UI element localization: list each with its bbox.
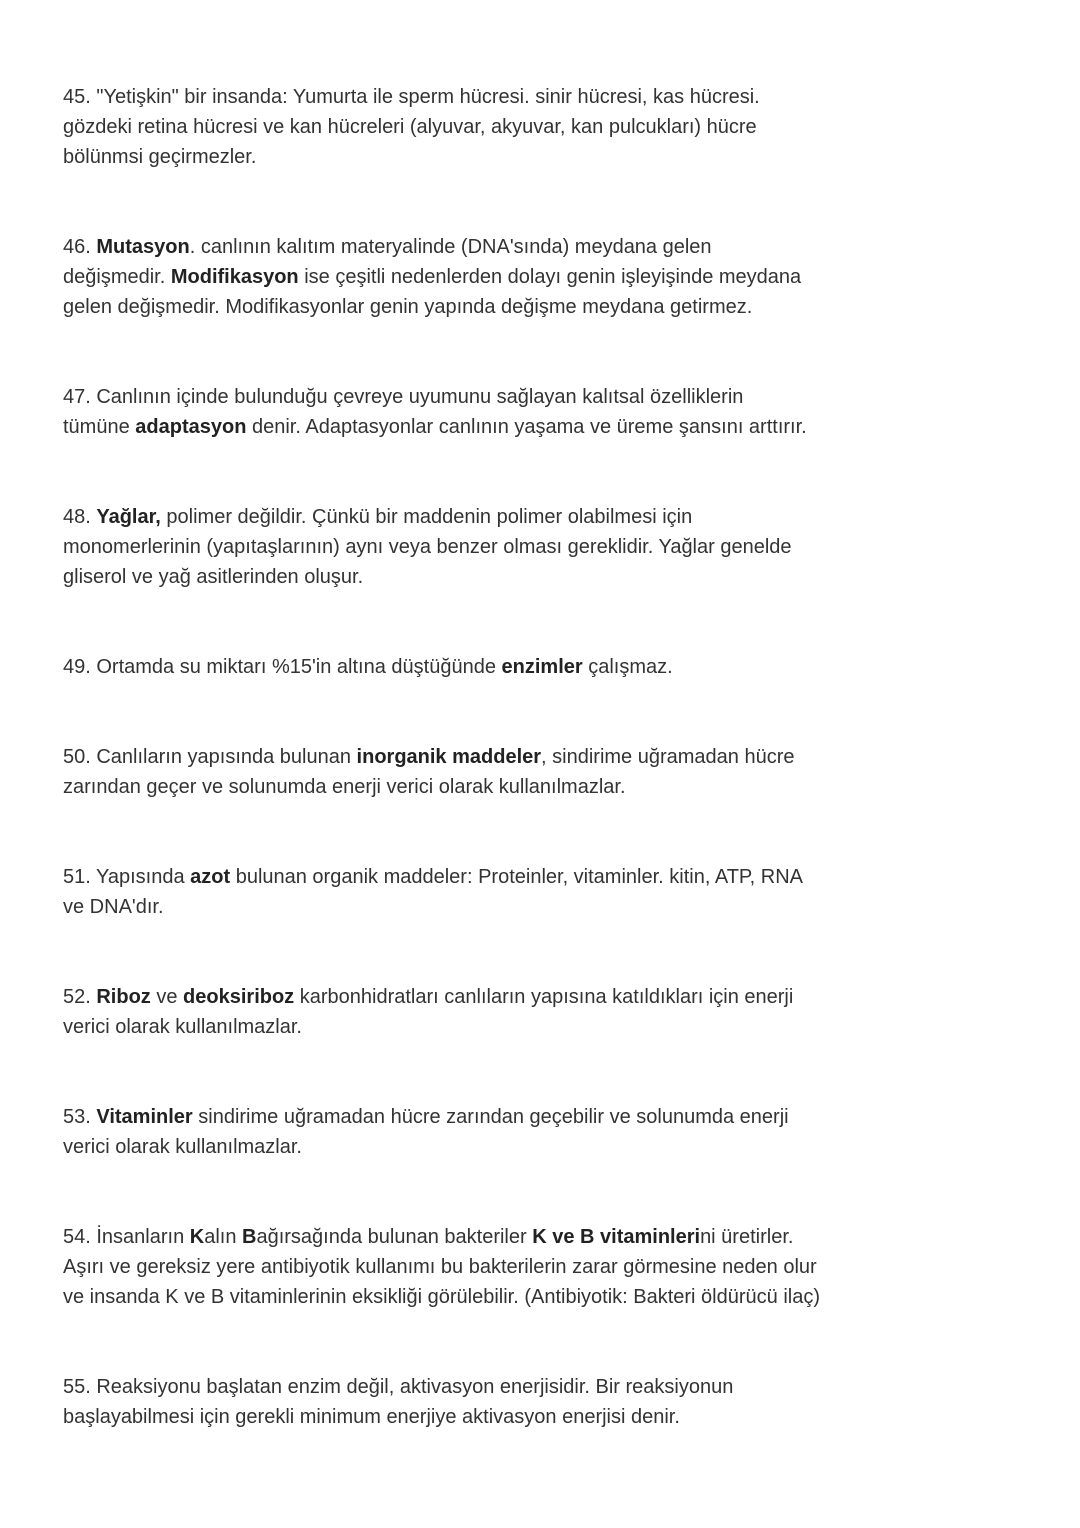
text-line — [63, 742, 1023, 772]
text-line — [63, 232, 1023, 262]
text-line — [63, 772, 1023, 802]
text-run: 52. — [63, 986, 97, 1008]
text-line — [63, 82, 1023, 112]
bold-term: Modifikasyon — [170, 266, 299, 288]
text-line — [63, 1132, 1023, 1162]
text-run: gelen değişmedir. Modifikasyonlar genin yapında değişme meydana getirmez. — [63, 296, 753, 318]
text-run: 48. — [63, 506, 97, 528]
text-run: zarından geçer ve solunumda enerji verici olarak kullanılmazlar. — [63, 776, 626, 798]
text-line — [63, 1402, 1023, 1432]
text-line — [63, 502, 1023, 532]
bold-term: enzimler — [501, 656, 583, 678]
text-line — [63, 262, 1023, 292]
text-run: ve insanda K ve B vitaminlerinin eksikliği görülebilir. (Antibiyotik: Bakteri öldürücü ilaç) — [63, 1286, 821, 1308]
document-body — [63, 82, 1023, 1492]
paragraph-47 — [63, 382, 1023, 442]
text-line — [63, 892, 1023, 922]
paragraph-48 — [63, 502, 1023, 592]
text-line — [63, 862, 1023, 892]
bold-term: K ve B vitaminleri — [532, 1226, 701, 1248]
text-run: 54. İnsanların — [63, 1226, 190, 1248]
bold-term: adaptasyon — [135, 416, 247, 438]
text-run: bulunan organik maddeler: Proteinler, vitaminler. kitin, ATP, RNA — [230, 866, 804, 888]
text-run: tümüne — [63, 416, 136, 438]
bold-term: Yağlar, — [96, 506, 161, 528]
text-run: 46. — [63, 236, 97, 258]
text-run: verici olarak kullanılmazlar. — [63, 1016, 302, 1038]
text-run: verici olarak kullanılmazlar. — [63, 1136, 302, 1158]
text-run: monomerlerinin (yapıtaşlarının) aynı veya benzer olması gereklidir. Yağlar genelde — [63, 536, 792, 558]
paragraph-50 — [63, 742, 1023, 802]
bold-term: K — [189, 1226, 205, 1248]
text-run: Aşırı ve gereksiz yere antibiyotik kullanımı bu bakterilerin zarar görmesine neden olur — [63, 1256, 817, 1278]
text-run: 45. "Yetişkin" bir insanda: Yumurta ile sperm hücresi. sinir hücresi, kas hücresi. — [63, 86, 760, 108]
text-line — [63, 1252, 1023, 1282]
text-line — [63, 532, 1023, 562]
text-run: polimer değildir. Çünkü bir maddenin polimer olabilmesi için — [160, 506, 693, 528]
text-run: , sindirime uğramadan hücre — [541, 746, 795, 768]
text-run: ve — [150, 986, 184, 1008]
text-run: 49. Ortamda su miktarı %15'in altına düştüğünde — [63, 656, 502, 678]
text-run: 50. Canlıların yapısında bulunan — [63, 746, 357, 768]
text-run: başlayabilmesi için gerekli minimum enerjiye aktivasyon enerjisi denir. — [63, 1406, 680, 1428]
text-run: ağırsağında bulunan bakteriler — [256, 1226, 533, 1248]
text-run: 47. Canlının içinde bulunduğu çevreye uyumunu sağlayan kalıtsal özelliklerin — [63, 386, 744, 408]
text-run: . canlının kalıtım materyalinde (DNA'sında) meydana gelen — [189, 236, 712, 258]
text-run: ve DNA'dır. — [63, 896, 164, 918]
bold-term: inorganik maddeler — [356, 746, 542, 768]
text-run: değişmedir. — [63, 266, 171, 288]
text-run: ni üretirler. — [700, 1226, 794, 1248]
bold-term: Vitaminler — [96, 1106, 193, 1128]
paragraph-45 — [63, 82, 1023, 172]
bold-term: Mutasyon — [96, 236, 190, 258]
text-line — [63, 1102, 1023, 1132]
text-line — [63, 1012, 1023, 1042]
text-run: 51. Yapısında — [63, 866, 191, 888]
paragraph-55 — [63, 1372, 1023, 1432]
text-run: gliserol ve yağ asitlerinden oluşur. — [63, 566, 364, 588]
text-run: 55. Reaksiyonu başlatan enzim değil, aktivasyon enerjisidir. Bir reaksiyonun — [63, 1376, 734, 1398]
bold-term: Riboz — [96, 986, 151, 1008]
bold-term: B — [242, 1226, 257, 1248]
paragraph-49 — [63, 652, 1023, 682]
text-run: çalışmaz. — [582, 656, 673, 678]
text-line — [63, 142, 1023, 172]
paragraph-52 — [63, 982, 1023, 1042]
text-run: gözdeki retina hücresi ve kan hücreleri (alyuvar, akyuvar, kan pulcukları) hücre — [63, 116, 757, 138]
text-run: bölünmsi geçirmezler. — [63, 146, 257, 168]
text-line — [63, 112, 1023, 142]
text-line — [63, 562, 1023, 592]
text-run: 53. — [63, 1106, 97, 1128]
text-run: karbonhidratları canlıların yapısına katıldıkları için enerji — [294, 986, 794, 1008]
text-line — [63, 382, 1023, 412]
bold-term: deoksiriboz — [183, 986, 295, 1008]
text-line — [63, 1282, 1023, 1312]
text-run: denir. Adaptasyonlar canlının yaşama ve üreme şansını arttırır. — [246, 416, 807, 438]
text-line — [63, 1222, 1023, 1252]
text-run: sindirime uğramadan hücre zarından geçebilir ve solunumda enerji — [192, 1106, 789, 1128]
text-run: ise çeşitli nedenlerden dolayı genin işleyişinde meydana — [298, 266, 802, 288]
text-line — [63, 292, 1023, 322]
paragraph-51 — [63, 862, 1023, 922]
text-line — [63, 412, 1023, 442]
bold-term: azot — [190, 866, 231, 888]
text-line — [63, 652, 1023, 682]
paragraph-46 — [63, 232, 1023, 322]
text-run: alın — [204, 1226, 243, 1248]
text-line — [63, 982, 1023, 1012]
text-line — [63, 1372, 1023, 1402]
paragraph-53 — [63, 1102, 1023, 1162]
paragraph-54 — [63, 1222, 1023, 1312]
